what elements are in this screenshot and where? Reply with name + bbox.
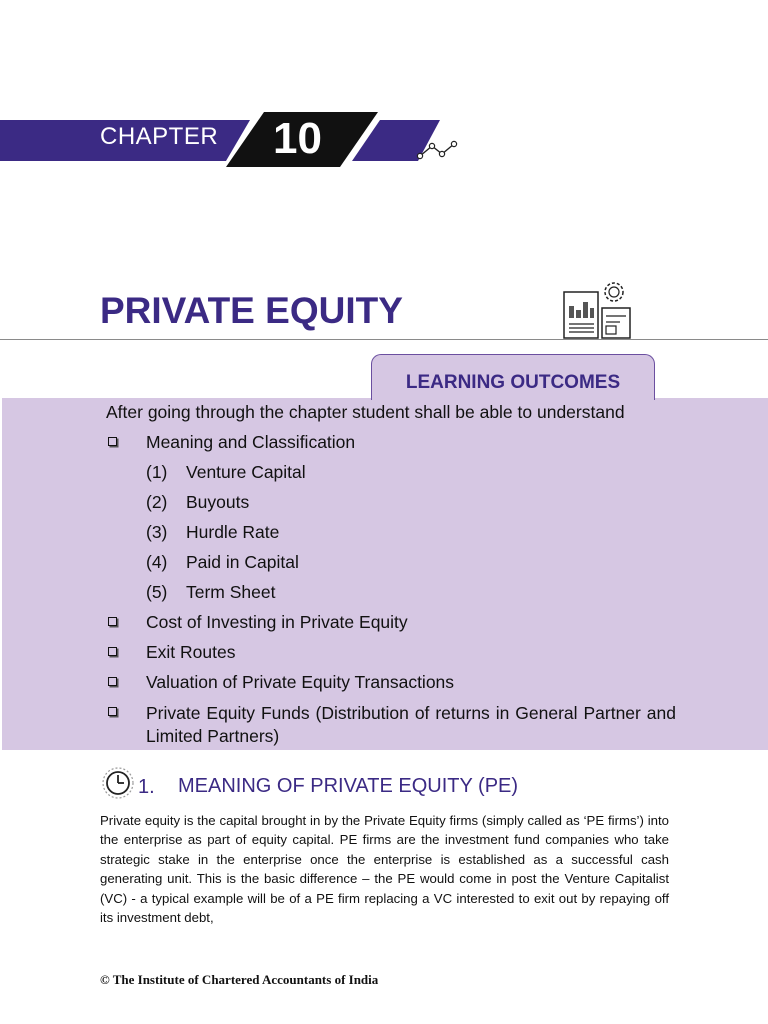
- checkbox-bullet-icon: [108, 437, 117, 446]
- chapter-banner-shape: [0, 110, 470, 170]
- clock-icon: [100, 765, 136, 801]
- subitem-number: (2): [146, 492, 168, 512]
- finance-document-icon: [560, 280, 636, 342]
- footer-copyright: © The Institute of Chartered Accountants of India: [100, 972, 379, 987]
- subitem-text: Buyouts: [186, 492, 250, 512]
- checkbox-bullet-icon: [108, 617, 117, 626]
- title-divider: [0, 339, 768, 340]
- outcome-item: Valuation of Private Equity Transactions: [146, 672, 455, 692]
- chapter-title: PRIVATE EQUITY: [100, 290, 403, 331]
- chapter-label: CHAPTER: [100, 123, 219, 150]
- checkbox-bullet-icon: [108, 707, 117, 716]
- learning-outcomes-heading: LEARNING OUTCOMES: [405, 372, 621, 393]
- trend-line-icon: [414, 138, 462, 162]
- outcome-item: Cost of Investing in Private Equity: [146, 612, 408, 632]
- checkbox-bullet-icon: [108, 677, 117, 686]
- chapter-number: 10: [273, 114, 322, 163]
- section-title: MEANING OF PRIVATE EQUITY (PE): [178, 775, 519, 797]
- subitem-text: Hurdle Rate: [186, 522, 280, 542]
- outcome-item: Exit Routes: [146, 642, 236, 662]
- subitem-text: Term Sheet: [186, 582, 276, 602]
- chapter-banner: [0, 110, 470, 170]
- body-paragraph: Private equity is the capital brought in by the Private Equity firms (simply called as ‘PE firms’) into the enterprise as part of equity capital. PE firms are the investment fund companies who take strategic stake in the enterprise once the enterprise is established as a successful cash generating unit. This is the basic difference – the PE would come in post the Venture Capitalist (VC) - a typical example will be of a PE firm replacing a VC interested to exit out by repaying off its investment debt,: [100, 813, 669, 926]
- subitem-text: Paid in Capital: [186, 552, 299, 572]
- checkbox-bullet-icon: [108, 647, 117, 656]
- section-number: 1.: [138, 776, 155, 798]
- subitem-number: (5): [146, 582, 168, 602]
- learning-outcomes-box: [2, 398, 768, 750]
- learning-outcomes-intro: After going through the chapter student shall be able to understand: [106, 402, 625, 422]
- subitem-number: (3): [146, 522, 168, 542]
- outcome-item: Private Equity Funds (Distribution of returns in General Partner and Limited Partners): [146, 703, 676, 746]
- subitem-text: Venture Capital: [186, 462, 306, 482]
- subitem-number: (4): [146, 552, 168, 572]
- outcome-item: Meaning and Classification: [146, 432, 356, 452]
- subitem-number: (1): [146, 462, 168, 482]
- learning-outcomes-tab: [371, 354, 655, 400]
